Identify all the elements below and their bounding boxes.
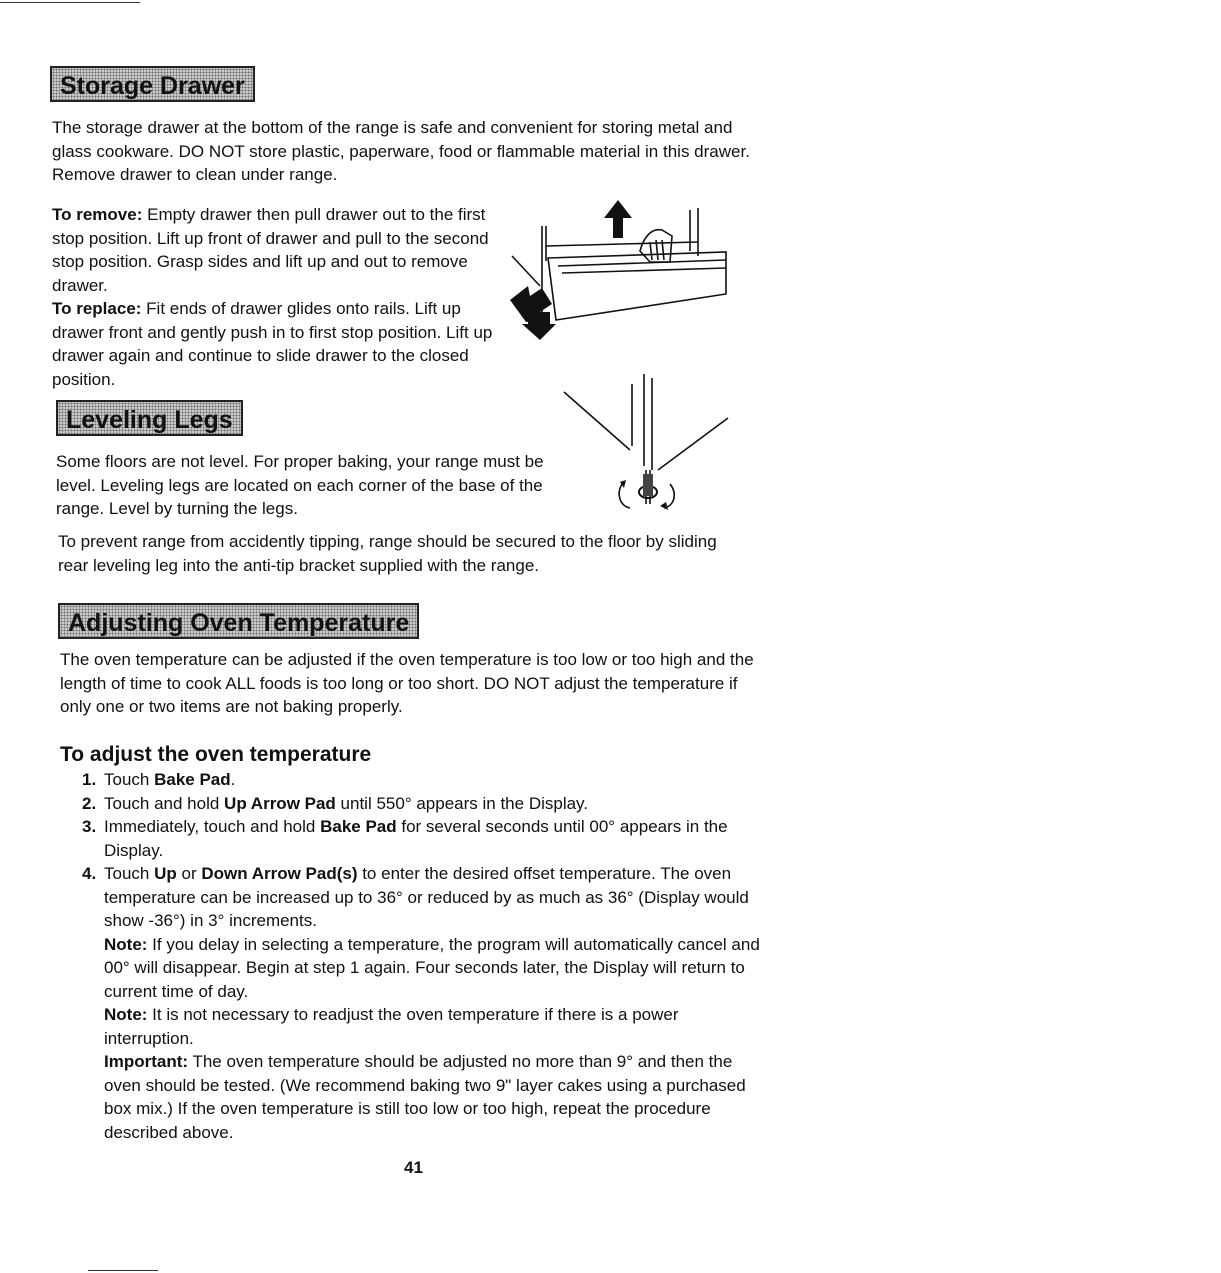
replace-label: To replace: — [52, 299, 142, 318]
note-text: It is not necessary to readjust the oven temperature if there is a power interruption. — [104, 1005, 679, 1048]
important-label: Important: — [104, 1052, 189, 1071]
step-number: 1. — [82, 770, 97, 789]
step-4 — [60, 862, 760, 1144]
step-3 — [60, 815, 760, 862]
up-arrow-icon — [604, 200, 632, 238]
leveling-legs-p1 — [56, 450, 571, 521]
step-number: 3. — [82, 817, 97, 836]
leveling-legs-p2-text: To prevent range from accidently tipping, range should be secured to the floor by sliding rear leveling leg into the anti-tip bracket supplied with the range. — [58, 532, 717, 575]
step-text: or — [176, 864, 202, 883]
important-text: The oven temperature should be adjusted no more than 9° and then the oven should be tested. (We recommend baking two 9" layer cakes using a purchased box mix.) If the oven temperature is still too low or too high, repeat the procedure described above. — [104, 1052, 746, 1142]
storage-drawer-intro-text: The storage drawer at the bottom of the range is safe and convenient for storing metal and glass cookware. DO NOT store plastic, paperware, food or flammable material in this drawer. Remove drawer to clean under range. — [52, 118, 750, 184]
step-emphasis: Bake Pad — [320, 817, 397, 836]
oven-temperature-heading: Adjusting Oven Temperature — [58, 603, 419, 639]
scan-edge-line-top — [0, 2, 140, 3]
up-down-arrow-icon — [510, 286, 556, 340]
step-text: Immediately, touch and hold — [104, 817, 321, 836]
drawer-removal-illustration — [500, 196, 740, 346]
oven-temperature-subheading: To adjust the oven temperature — [60, 743, 372, 766]
remove-label: To remove: — [52, 205, 143, 224]
important-note — [104, 1050, 760, 1144]
oven-temperature-steps — [60, 768, 760, 1144]
leveling-legs-heading: Leveling Legs — [56, 400, 243, 436]
storage-drawer-intro — [52, 116, 752, 187]
page-number: 41 — [404, 1158, 423, 1177]
step-text: Touch and hold — [104, 793, 225, 813]
step-text: for several seconds until 00° appears in the Display. — [104, 817, 728, 860]
storage-drawer-heading: Storage Drawer — [50, 66, 255, 102]
step-emphasis: Up — [154, 864, 177, 883]
leveling-leg-illustration — [560, 374, 740, 524]
note-label: Note: — [104, 1005, 148, 1024]
step-emphasis: Up Arrow Pad — [224, 793, 336, 813]
step-text: until 550° appears in the Display. — [335, 793, 589, 813]
remove-instruction — [52, 203, 500, 297]
replace-instruction — [52, 297, 500, 391]
step-number: 2. — [82, 793, 97, 813]
step-text: . — [230, 770, 236, 789]
scan-edge-line-bottom — [88, 1270, 158, 1271]
step-number: 4. — [82, 864, 97, 883]
oven-temperature-intro — [60, 648, 755, 719]
remove-text: Empty drawer then pull drawer out to the first stop position. Lift up front of drawer and pull to the second stop position. Grasp sides and lift up and out to remove drawer. — [52, 205, 489, 295]
step-emphasis: Down Arrow Pad(s) — [201, 864, 358, 883]
note-power — [104, 1003, 760, 1050]
step-text: Touch — [104, 770, 155, 789]
note-label: Note: — [104, 934, 148, 954]
step-1 — [60, 768, 760, 792]
drawer-remove-replace — [52, 203, 500, 391]
step-text: Touch — [104, 864, 155, 883]
leveling-legs-p2 — [58, 530, 748, 577]
note-delay — [104, 933, 760, 1004]
leveling-legs-p1-text: Some floors are not level. For proper baking, your range must be level. Leveling legs are located on each corner of the base of the range. Level by turning the legs. — [56, 452, 544, 518]
step-2 — [60, 792, 760, 816]
step-emphasis: Bake Pad — [154, 770, 231, 789]
step-text: to enter the desired offset temperature. The oven temperature can be increased up to 36° or reduced by as much as 36° (Display would show -36°) in 3° increments. — [104, 864, 749, 930]
note-text: If you delay in selecting a temperature, the program will automatically cancel and 00° will disappear. Begin at step 1 again. Four seconds later, the Display will return to current time of day. — [104, 934, 760, 1001]
rotate-right-arrow-icon — [660, 502, 668, 510]
oven-temperature-intro-text: The oven temperature can be adjusted if the oven temperature is too low or too high and the length of time to cook ALL foods is too long or too short. DO NOT adjust the temperature if only one or two items are not baking properly. — [60, 650, 754, 716]
replace-text: Fit ends of drawer glides onto rails. Lift up drawer front and gently push in to first stop position. Lift up drawer again and continue to slide drawer to the closed position. — [52, 299, 493, 389]
